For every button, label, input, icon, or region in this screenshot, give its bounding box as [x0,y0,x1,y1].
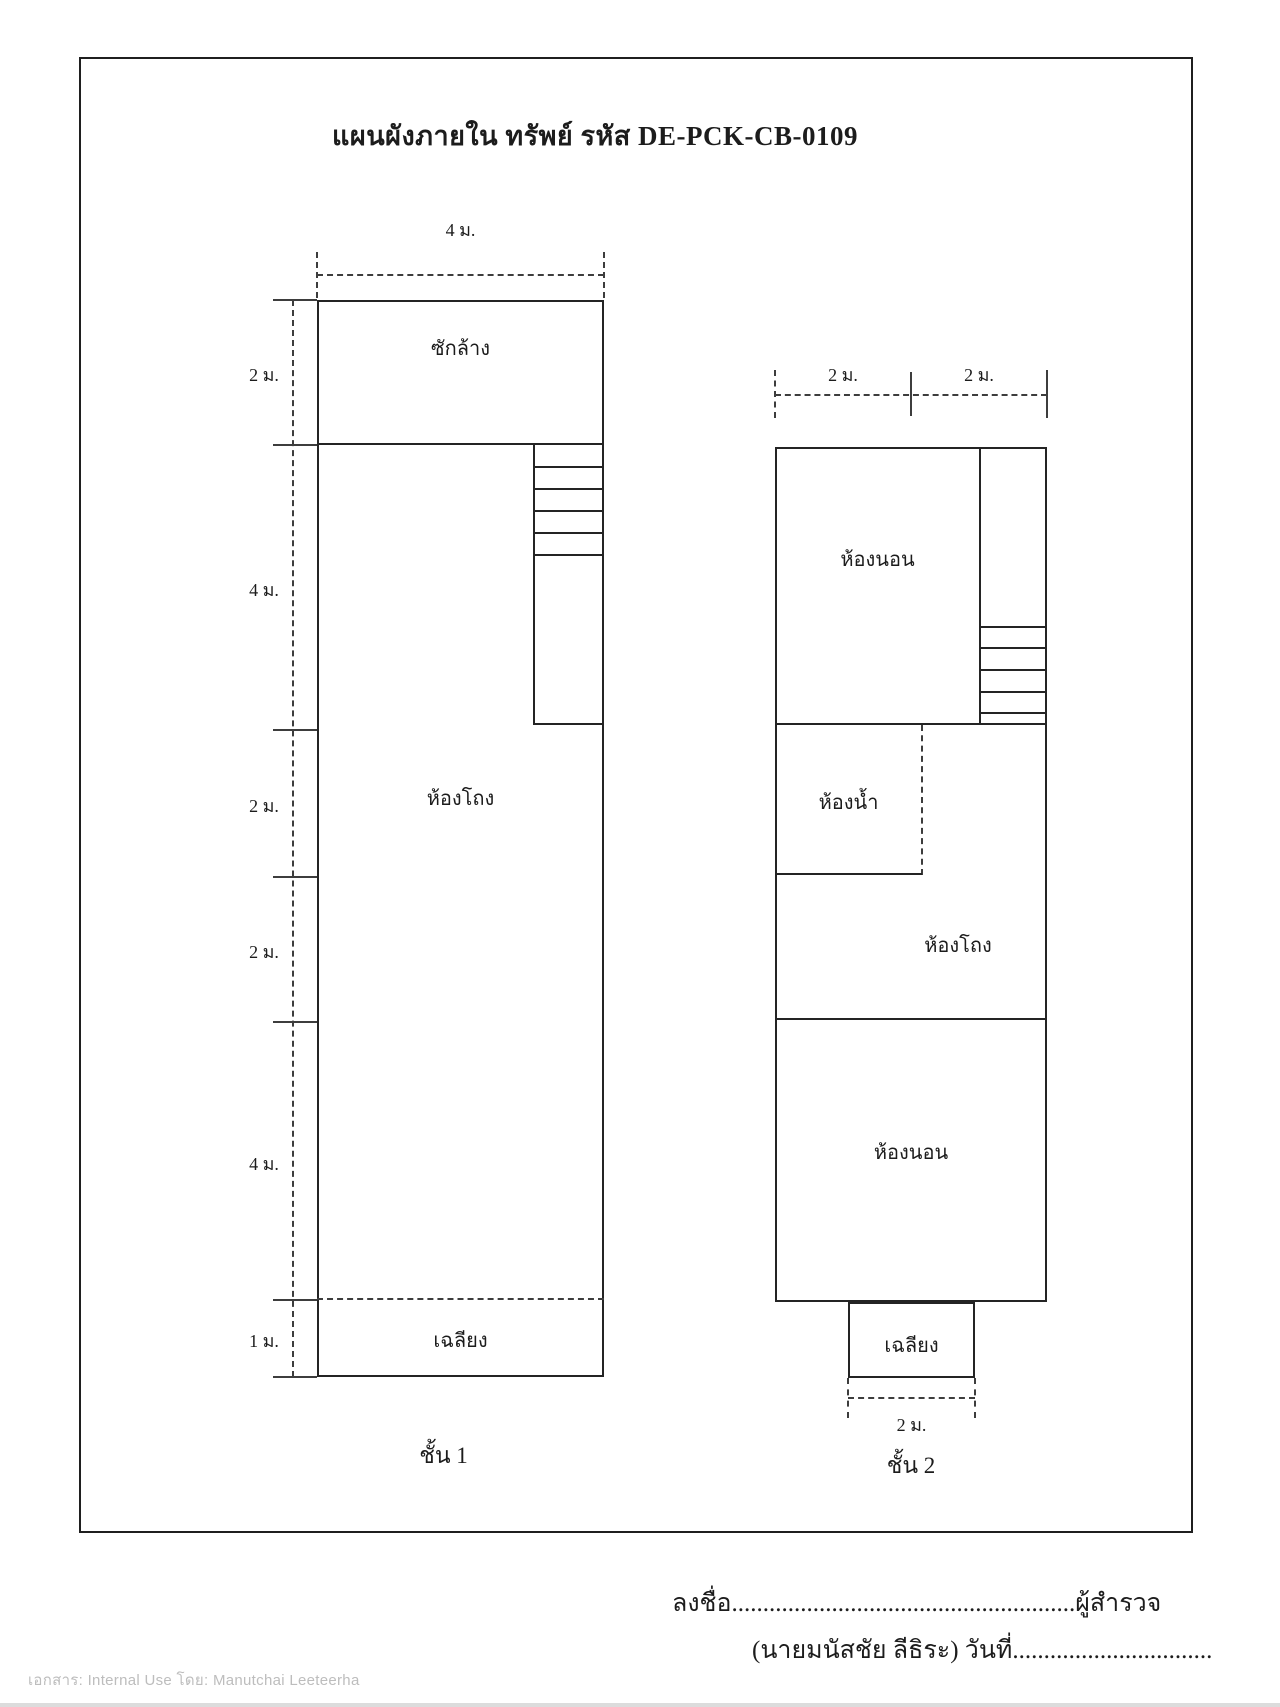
floor2-top-tick-left [774,370,776,418]
floor1-stairs-wall [533,445,535,725]
floor1-stair-tread-5 [535,554,602,556]
floor1-stair-tread-2 [535,488,602,490]
floor1-left-dim-4: 2 ม. [249,942,279,962]
floor2-room-bedroom-top: ห้องนอน [840,549,915,571]
floor1-stair-tread-4 [535,532,602,534]
page-title: แผนผังภายใน ทรัพย์ รหัส DE-PCK-CB-0109 [331,121,859,151]
floor1-left-dim-2: 4 ม. [249,580,279,600]
footer-watermark: เอกสาร: Internal Use โดย: Manutchai Leeteerha [28,1672,360,1689]
floor2-bottom-dim-label: 2 ม. [896,1415,927,1435]
floor1-top-dimension-tick-left [316,252,318,298]
floor2-room-bedroom-bottom: ห้องนอน [873,1142,949,1164]
floor1-left-tick-5 [273,1021,317,1023]
floor2-caption: ชั้น 2 [886,1453,936,1478]
floor2-stairs-wall [979,447,981,725]
floor2-bedroom-wall [775,723,1047,725]
floor1-room-porch: เฉลียง [433,1330,488,1352]
floor1-left-tick-6 [273,1299,317,1301]
floor1-top-dimension-label: 4 ม. [445,220,476,240]
floor2-stair-tread-3 [981,669,1047,671]
floor1-top-dimension-line [317,274,604,276]
floor1-left-tick-2 [273,444,317,446]
floor1-left-dim-3: 2 ม. [249,796,279,816]
floor1-left-dimension-line [292,300,294,1377]
floor2-stair-tread-2 [981,647,1047,649]
floor2-room-bathroom: ห้องน้ำ [818,792,879,814]
floor2-bathroom-bottom-wall [775,873,922,875]
floor2-top-tick-right [1046,370,1048,418]
floor1-left-tick-7 [273,1376,317,1378]
floor2-stair-tread-4 [981,691,1047,693]
floor1-top-dimension-tick-right [603,252,605,298]
floor2-room-porch: เฉลียง [884,1335,939,1357]
floor2-stair-tread-5 [981,712,1047,714]
floor1-laundry-wall [317,443,604,445]
floor2-room-hall: ห้องโถง [924,935,992,957]
floor2-top-dim-left: 2 ม. [828,365,858,385]
floor1-left-dim-5: 4 ม. [249,1154,279,1174]
floor1-outer-wall [317,300,604,1377]
floor1-stair-tread-1 [535,466,602,468]
floor1-stair-tread-3 [535,510,602,512]
floor1-left-tick-1 [273,299,317,301]
signature-line-surveyor: ลงชื่อ.......................................................ผู้สำรวจ [672,1590,1162,1617]
floor1-left-tick-4 [273,876,317,878]
floor1-porch-divider [317,1298,604,1300]
floor1-caption: ชั้น 1 [419,1443,468,1468]
floor2-hall-divider [775,1018,1047,1020]
floor1-left-dim-1: 2 ม. [249,365,279,385]
floor2-bottom-dimension-line [848,1397,975,1399]
floor1-stairs-bottom [533,723,602,725]
floor1-left-dim-6: 1 ม. [249,1331,279,1351]
floor2-stair-tread-1 [981,626,1047,628]
floor1-room-hall: ห้องโถง [426,788,495,810]
page-bottom-edge [0,1703,1280,1707]
floor2-top-tick-mid [910,372,912,416]
floor2-top-dim-right: 2 ม. [964,365,994,385]
signature-line-name-date: (นายมนัสชัย ลีธิระ) วันที่................................ [752,1637,1213,1664]
floor1-left-tick-3 [273,729,317,731]
floor1-room-laundry: ซักล้าง [431,338,490,360]
